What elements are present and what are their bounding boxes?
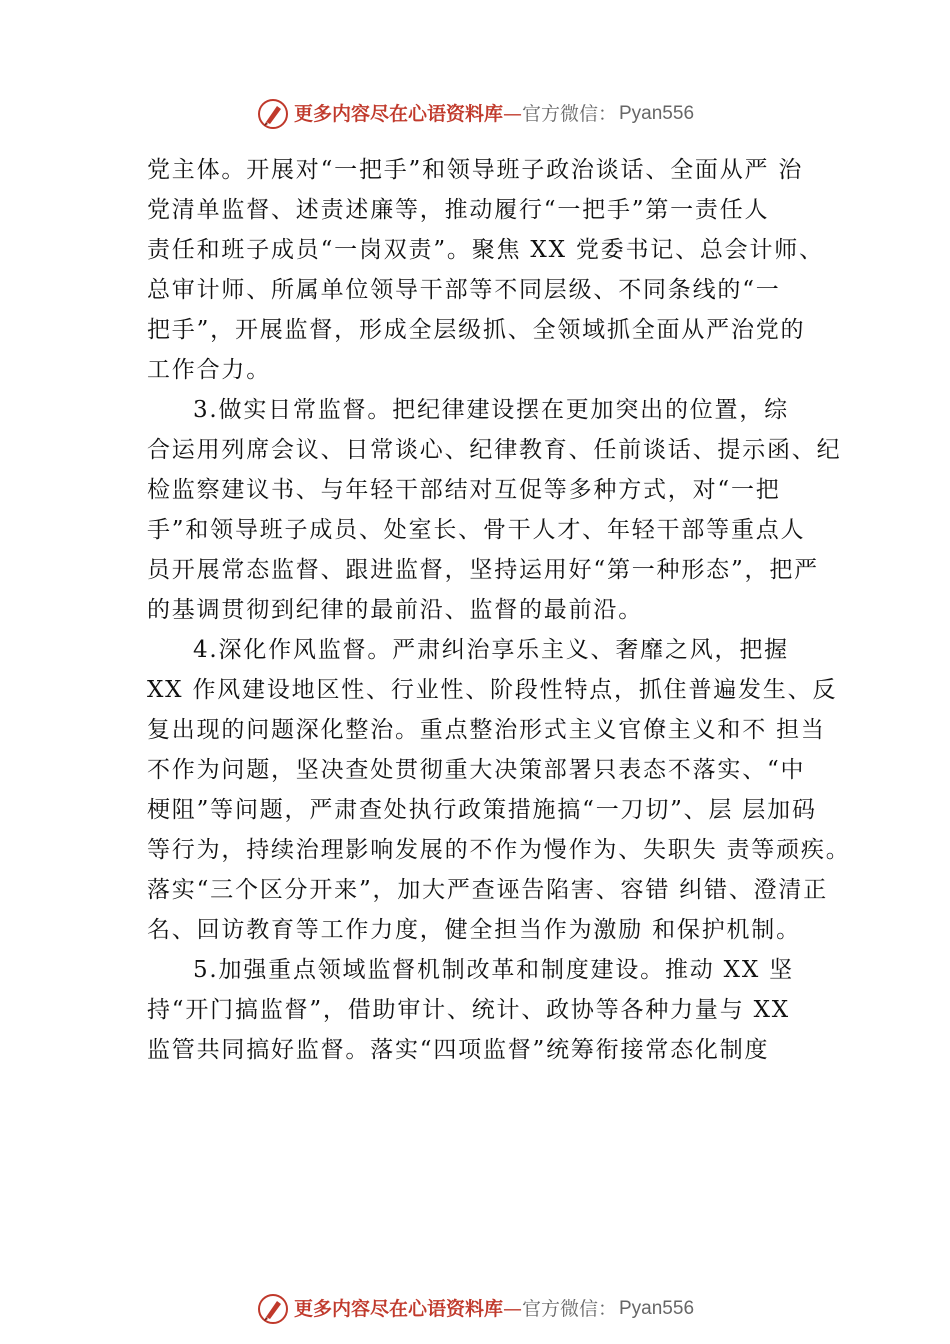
body-line: 把手”，开展监督，形成全层级抓、全领域抓全面从严治党的 (147, 317, 806, 343)
pen-nib-icon (256, 97, 290, 131)
body-line: 员开展常态监督、跟进监督，坚持运用好“第一种形态”，把严 (147, 557, 819, 583)
banner-separator: — (502, 103, 522, 125)
body-line: XX 作风建设地区性、行业性、阶段性特点，抓住普遍发生、反 (147, 677, 838, 703)
body-line: 等行为，持续治理影响发展的不作为慢作为、失职失 责等顽疾。 (147, 837, 851, 863)
banner-wechat-id: Pyan556 (619, 1298, 695, 1319)
body-line: 责任和班子成员“一岗双责”。聚焦 XX 党委书记、总会计师、 (147, 237, 824, 263)
banner-wechat-label: 官方微信： (521, 103, 617, 125)
paragraph-heading-3: 3.做实日常监督。把纪律建设摆在更加突出的位置，综 (193, 397, 789, 423)
body-line: 党主体。开展对“一把手”和领导班子政治谈话、全面从严 治 (147, 157, 804, 183)
body-line: 的基调贯彻到纪律的最前沿、监督的最前沿。 (147, 597, 643, 623)
body-line: 工作合力。 (147, 357, 271, 383)
body-line: 持“开门搞监督”，借助审计、统计、政协等各种力量与 XX (147, 997, 790, 1023)
document-body (147, 150, 851, 1070)
body-line: 落实“三个区分开来”，加大严查诬告陷害、容错 纠错、澄清正 (147, 877, 829, 903)
banner-wechat-id: Pyan556 (619, 103, 695, 124)
body-line: 总审计师、所属单位领导干部等不同层级、不同条线的“一 (147, 277, 781, 303)
paragraph-heading-4: 4.深化作风监督。严肃纠治享乐主义、奢靡之风，把握 (193, 637, 789, 663)
body-line: 复出现的问题深化整治。重点整治形式主义官僚主义和不 担当 (147, 717, 826, 743)
body-line: 不作为问题，坚决查处贯彻重大决策部署只表态不落实、“中 (147, 757, 806, 783)
banner-title: 更多内容尽在心语资料库 (293, 1298, 503, 1320)
body-line: 手”和领导班子成员、处室长、骨干人才、年轻干部等重点人 (147, 517, 806, 543)
body-line: 监管共同搞好监督。落实“四项监督”统筹衔接常态化制度 (147, 1037, 770, 1063)
body-line: 名、回访教育等工作力度，健全担当作为激励 和保护机制。 (147, 917, 801, 943)
body-line: 梗阻”等问题，严肃查处执行政策措施搞“一刀切”、层 层加码 (147, 797, 817, 823)
body-line: 合运用列席会议、日常谈心、纪律教育、任前谈话、提示函、纪 (147, 437, 842, 463)
paragraph-heading-5: 5.加强重点领域监督机制改革和制度建设。推动 XX 坚 (193, 957, 794, 983)
banner-wechat-label: 官方微信： (521, 1298, 617, 1320)
header-banner (0, 97, 950, 131)
footer-banner (0, 1292, 950, 1326)
banner-title: 更多内容尽在心语资料库 (293, 103, 503, 125)
body-line: 党清单监督、述责述廉等，推动履行“一把手”第一责任人 (147, 197, 770, 223)
body-line: 检监察建议书、与年轻干部结对互促等多种方式，对“一把 (147, 477, 781, 503)
pen-nib-icon (256, 1292, 290, 1326)
banner-separator: — (502, 1298, 522, 1320)
